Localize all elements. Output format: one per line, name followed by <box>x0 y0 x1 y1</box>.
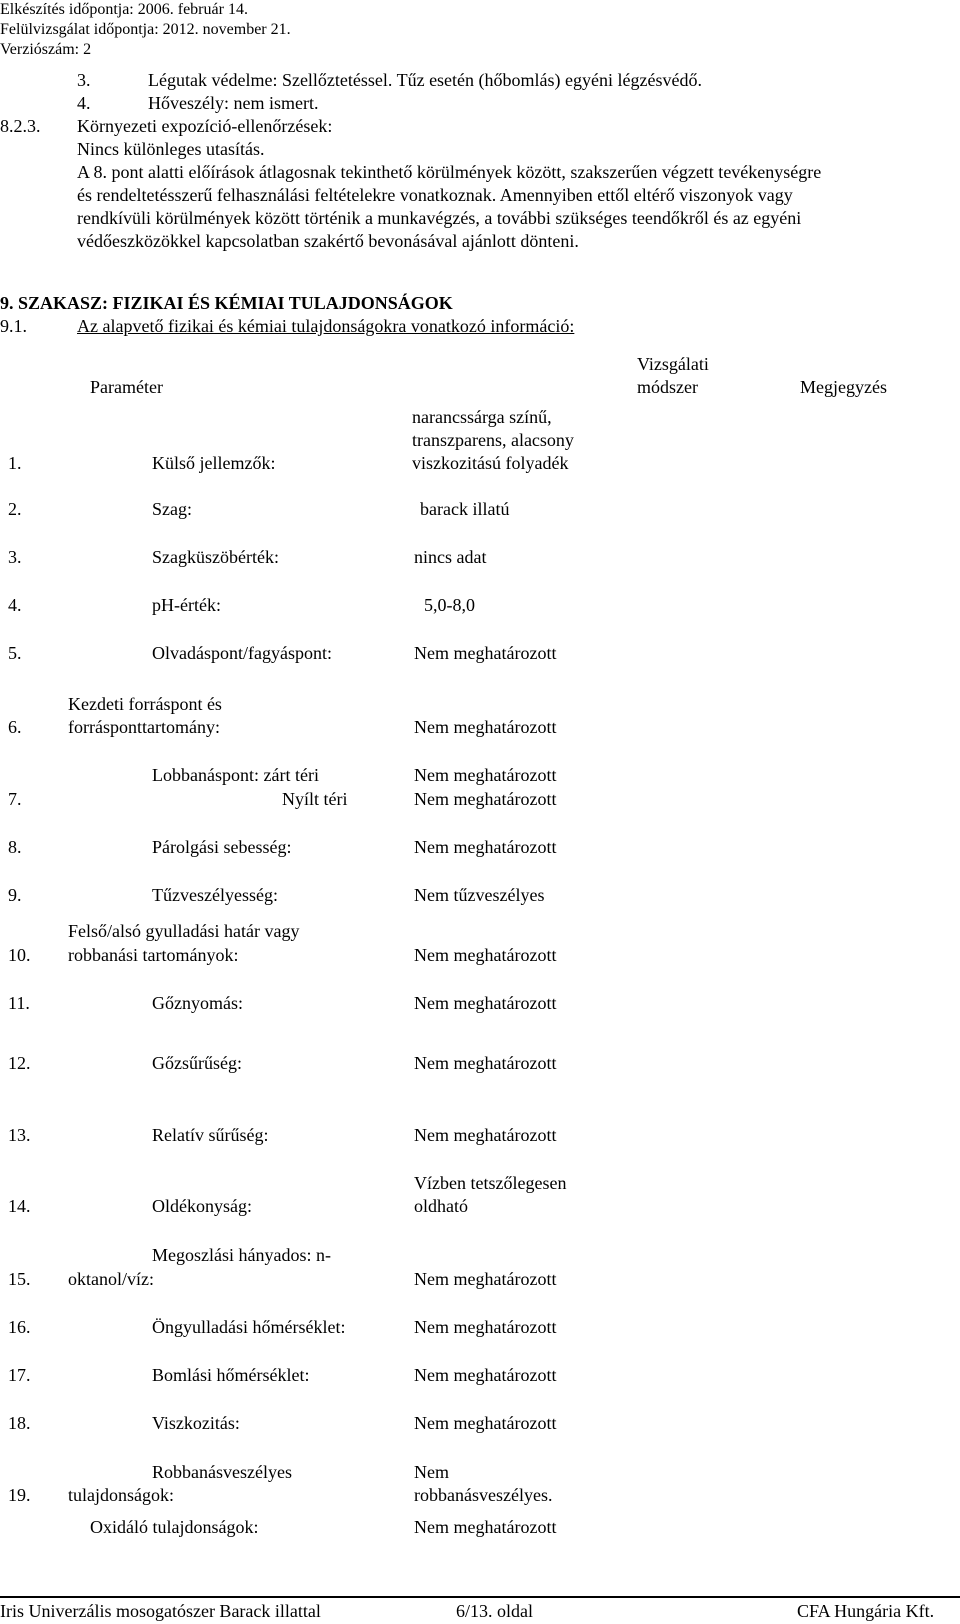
row-number: 6. <box>8 717 22 737</box>
row-parameter: Viszkozitás: <box>152 1413 240 1433</box>
row-parameter: Szagküszöbérték: <box>152 547 279 567</box>
paragraph-line: és rendeltetésszerű felhasználási feltételekre vonatkoznak. Amennyiben ettől eltérő viszonyok vagy <box>77 185 793 205</box>
row-number: 14. <box>8 1196 31 1216</box>
row-value: Nem meghatározott <box>414 1125 557 1145</box>
row-number: 9. <box>8 885 22 905</box>
header-revised: Felülvizsgálat időpontja: 2012. november 21. <box>0 21 291 38</box>
row-number: 17. <box>8 1365 31 1385</box>
row-number: 18. <box>8 1413 31 1433</box>
row-parameter: Gőznyomás: <box>152 993 243 1013</box>
row-number: 10. <box>8 945 31 965</box>
row-number: 19. <box>8 1485 31 1505</box>
row-value: nincs adat <box>414 547 487 567</box>
item-4-text: Hőveszély: nem ismert. <box>148 93 319 113</box>
row-number: 5. <box>8 643 22 663</box>
row-parameter: Szag: <box>152 499 192 519</box>
column-header-note: Megjegyzés <box>800 377 887 397</box>
row-parameter: Bomlási hőmérséklet: <box>152 1365 310 1385</box>
row-value: 5,0-8,0 <box>424 595 475 615</box>
row-value: Nem meghatározott <box>414 1269 557 1289</box>
row-parameter: Oldékonyság: <box>152 1196 252 1216</box>
row-value: Nem meghatározott <box>414 1365 557 1385</box>
row-value: Nem meghatározott <box>414 993 557 1013</box>
column-header-parameter: Paraméter <box>90 377 163 397</box>
subsection-number: 9.1. <box>0 316 27 336</box>
row-parameter: forrásponttartomány: <box>68 717 220 737</box>
row-value: Nem meghatározott <box>414 945 557 965</box>
footer-rule <box>0 1596 960 1598</box>
row-parameter: Lobbanáspont: zárt téri <box>152 765 319 785</box>
row-value: Nem meghatározott <box>414 789 557 809</box>
row-parameter: oktanol/víz: <box>68 1269 154 1289</box>
item-3-text: Légutak védelme: Szellőztetéssel. Tűz esetén (hőbomlás) egyéni légzésvédő. <box>148 70 702 90</box>
row-value: viszkozitású folyadék <box>412 453 569 473</box>
row-value: narancssárga színű, <box>412 407 552 427</box>
env-exposure-title: Környezeti expozíció-ellenőrzések: <box>77 116 333 136</box>
row-parameter: Oxidáló tulajdonságok: <box>90 1517 259 1537</box>
row-value: Nem meghatározott <box>414 1517 557 1537</box>
row-parameter: pH-érték: <box>152 595 221 615</box>
row-parameter: Párolgási sebesség: <box>152 837 292 857</box>
item-3-number: 3. <box>77 70 91 90</box>
paragraph-line: rendkívüli körülmények között történik a munkavégzés, a további szükséges teendőkről és az egyéni <box>77 208 802 228</box>
row-number: 12. <box>8 1053 31 1073</box>
row-parameter: Tűzveszélyesség: <box>152 885 278 905</box>
row-parameter: Megoszlási hányados: n- <box>152 1245 331 1265</box>
row-value: Nem tűzveszélyes <box>414 885 545 905</box>
row-value: Nem <box>414 1462 449 1482</box>
row-number: 15. <box>8 1269 31 1289</box>
row-parameter: Kezdeti forráspont és <box>68 694 222 714</box>
section-9-title: 9. SZAKASZ: FIZIKAI ÉS KÉMIAI TULAJDONSÁGOK <box>0 293 453 313</box>
row-parameter: Relatív sűrűség: <box>152 1125 269 1145</box>
row-value: Nem meghatározott <box>414 643 557 663</box>
row-value: robbanásveszélyes. <box>414 1485 553 1505</box>
row-number: 1. <box>8 453 22 473</box>
env-exposure-number: 8.2.3. <box>0 116 41 136</box>
footer-product: Iris Univerzális mosogatószer Barack illattal <box>0 1601 321 1621</box>
footer-company: CFA Hungária Kft. <box>797 1601 935 1621</box>
row-parameter: Nyílt téri <box>282 789 348 809</box>
row-parameter: robbanási tartományok: <box>68 945 239 965</box>
row-parameter: tulajdonságok: <box>68 1485 174 1505</box>
row-value: transzparens, alacsony <box>412 430 574 450</box>
row-value: barack illatú <box>420 499 510 519</box>
row-parameter: Robbanásveszélyes <box>152 1462 292 1482</box>
row-parameter: Külső jellemzők: <box>152 453 276 473</box>
row-value: Nem meghatározott <box>414 765 557 785</box>
env-exposure-text: Nincs különleges utasítás. <box>77 139 265 159</box>
row-value: Nem meghatározott <box>414 1317 557 1337</box>
section-8-paragraph <box>77 161 945 253</box>
column-header-method-line1: Vizsgálati <box>637 354 709 374</box>
row-value: Nem meghatározott <box>414 1053 557 1073</box>
row-parameter: Olvadáspont/fagyáspont: <box>152 643 332 663</box>
row-parameter: Gőzsűrűség: <box>152 1053 242 1073</box>
row-value: Nem meghatározott <box>414 837 557 857</box>
item-4-number: 4. <box>77 93 91 113</box>
row-value: Nem meghatározott <box>414 717 557 737</box>
paragraph-line: védőeszközökkel kapcsolatban szakértő bevonásával ajánlott dönteni. <box>77 231 579 251</box>
row-number: 7. <box>8 789 22 809</box>
subsection-title: Az alapvető fizikai és kémiai tulajdonságokra vonatkozó információ: <box>77 316 575 336</box>
row-value: oldható <box>414 1196 468 1216</box>
row-value: Vízben tetszőlegesen <box>414 1173 567 1193</box>
footer-page-number: 6/13. oldal <box>456 1601 533 1621</box>
row-number: 13. <box>8 1125 31 1145</box>
header-version: Verziószám: 2 <box>0 41 92 58</box>
row-number: 4. <box>8 595 22 615</box>
row-number: 3. <box>8 547 22 567</box>
row-number: 11. <box>8 993 30 1013</box>
row-number: 2. <box>8 499 22 519</box>
header-created: Elkészítés időpontja: 2006. február 14. <box>0 1 248 18</box>
row-number: 8. <box>8 837 22 857</box>
row-number: 16. <box>8 1317 31 1337</box>
row-value: Nem meghatározott <box>414 1413 557 1433</box>
row-parameter: Öngyulladási hőmérséklet: <box>152 1317 346 1337</box>
row-parameter: Felső/alsó gyulladási határ vagy <box>68 921 300 941</box>
column-header-method-line2: módszer <box>637 377 698 397</box>
paragraph-line: A 8. pont alatti előírások átlagosnak tekinthető körülmények között, szakszerűen végzett tevékenységre <box>77 162 822 182</box>
